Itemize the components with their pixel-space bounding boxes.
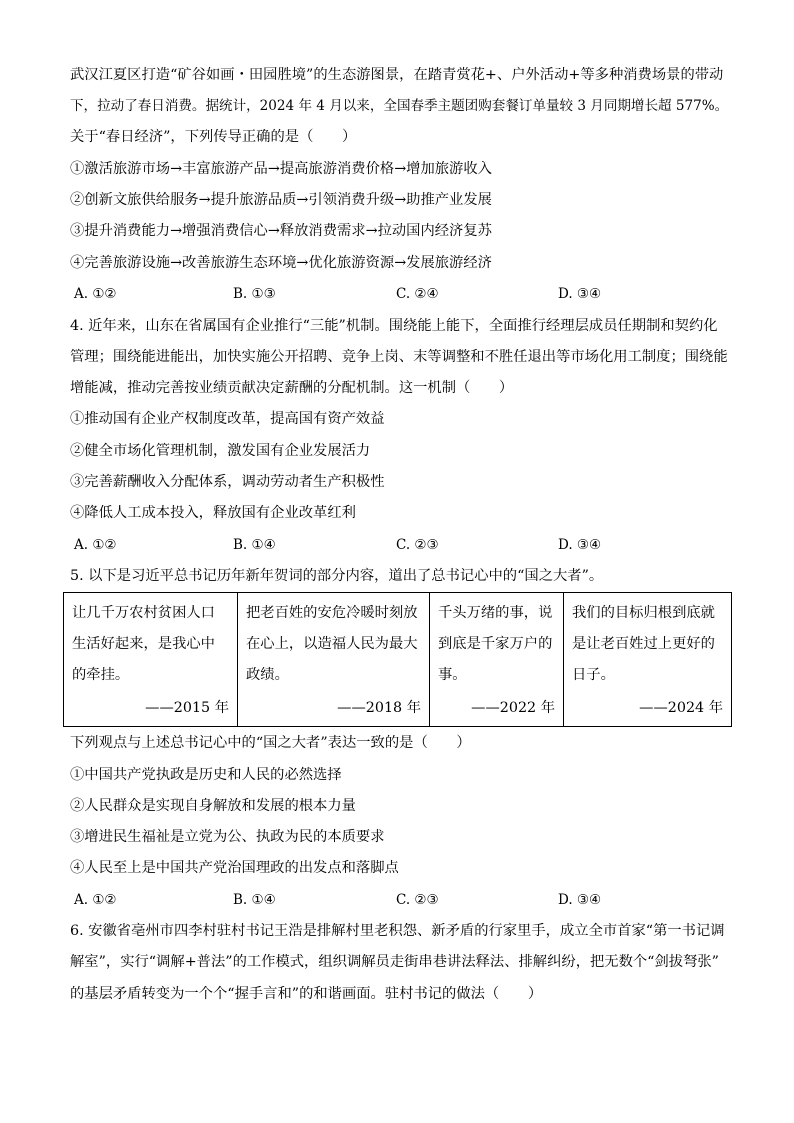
q3-item-1: ①激活旅游市场→丰富旅游产品→提高旅游消费价格→增加旅游收入 [70, 161, 492, 177]
q4-option-d: D. ③④ [558, 537, 602, 553]
quote-cell-2015 [64, 593, 238, 727]
q5-option-c: C. ②③ [396, 892, 439, 908]
quote-text-2018: 把老百姓的安危冷暖时刻放在心上，以造福人民为最大政绩。 [246, 605, 418, 683]
q4-item-4: ④降低人工成本投入，释放国有企业改革红利 [70, 505, 356, 521]
q3-item-2: ②创新文旅供给服务→提升旅游品质→引领消费升级→助推产业发展 [70, 192, 492, 208]
q3-option-b: B. ①③ [233, 286, 276, 302]
quotes-table [63, 592, 732, 727]
q5-stem: 下列观点与上述总书记心中的“国之大者”表达一致的是（ ） [70, 735, 471, 751]
quote-cell-2018 [238, 593, 430, 727]
q3-stem-line-1: 武汉江夏区打造“矿谷如画・田园胜境”的生态游图景，在踏青赏花+、户外活动+等多种消费场景的带动 [70, 67, 724, 83]
q4-item-3: ③完善薪酬收入分配体系，调动劳动者生产积极性 [70, 474, 385, 490]
quote-cell-2024 [564, 593, 732, 727]
q4-option-b: B. ①④ [233, 537, 276, 553]
q3-option-d: D. ③④ [558, 286, 602, 302]
quote-year-2015: ——2015 年 [145, 700, 229, 716]
quote-text-2015: 让几千万农村贫困人口生活好起来，是我心中的牵挂。 [72, 605, 215, 683]
q4-stem-line-2: 管理；围绕能进能出，加快实施公开招聘、竞争上岗、末等调整和不胜任退出等市场化用工制度；围绕能 [70, 349, 728, 365]
q5-intro: 5. 以下是习近平总书记历年新年贺词的部分内容，道出了总书记心中的“国之大者”。 [70, 568, 604, 584]
q3-options [74, 284, 714, 304]
q5-item-4: ④人民至上是中国共产党治国理政的出发点和落脚点 [70, 860, 399, 876]
q3-stem-line-2: 下，拉动了春日消费。据统计，2024 年 4 月以来，全国春季主题团购套餐订单量较 3 月同期增长超 577%。 [70, 98, 729, 114]
quote-text-2024: 我们的目标归根到底就是让老百姓过上更好的日子。 [572, 605, 715, 683]
q3-option-c: C. ②④ [396, 286, 439, 302]
q5-option-b: B. ①④ [233, 892, 276, 908]
q5-option-a: A. ①② [74, 892, 117, 908]
q3-stem-line-3: 关于“春日经济”，下列传导正确的是（ ） [70, 129, 357, 145]
q4-stem-line-3: 增能减，推动完善按业绩贡献决定薪酬的分配机制。这一机制（ ） [70, 380, 514, 396]
q4-stem-line-1: 4. 近年来，山东在省属国有企业推行“三能”机制。围绕能上能下，全面推行经理层成员任期制和契约化 [70, 318, 718, 334]
quote-year-2018: ——2018 年 [337, 700, 421, 716]
quote-text-2022: 千头万绪的事，说到底是千家万户的事。 [438, 605, 553, 683]
q5-item-3: ③增进民生福祉是立党为公、执政为民的本质要求 [70, 829, 385, 845]
quote-year-2022: ——2022 年 [471, 700, 555, 716]
q5-item-1: ①中国共产党执政是历史和人民的必然选择 [70, 767, 342, 783]
q4-option-c: C. ②③ [396, 537, 439, 553]
q6-stem-line-2: 解室”，实行“调解+普法”的工作模式，组织调解员走街串巷讲法释法、排解纠纷，把无数个“剑拔弩张” [70, 954, 719, 970]
q4-option-a: A. ①② [74, 537, 117, 553]
q3-item-4: ④完善旅游设施→改善旅游生态环境→优化旅游资源→发展旅游经济 [70, 255, 492, 271]
q5-option-d: D. ③④ [558, 892, 602, 908]
q6-stem-line-3: 的基层矛盾转变为一个个“握手言和”的和谐画面。驻村书记的做法（ ） [70, 986, 543, 1002]
q5-item-2: ②人民群众是实现自身解放和发展的根本力量 [70, 798, 356, 814]
q3-option-a: A. ①② [74, 286, 117, 302]
q4-item-2: ②健全市场化管理机制，激发国有企业发展活力 [70, 443, 371, 459]
quote-cell-2022 [430, 593, 564, 727]
q4-item-1: ①推动国有企业产权制度改革，提高国有资产效益 [70, 411, 385, 427]
quote-year-2024: ——2024 年 [639, 700, 723, 716]
q5-options [74, 890, 714, 910]
q3-item-3: ③提升消费能力→增强消费信心→释放消费需求→拉动国内经济复苏 [70, 223, 492, 239]
q4-options [74, 535, 714, 555]
q6-stem-line-1: 6. 安徽省亳州市四李村驻村书记王浩是排解村里老积怨、新矛盾的行家里手，成立全市首家“第一书记调 [70, 923, 725, 939]
